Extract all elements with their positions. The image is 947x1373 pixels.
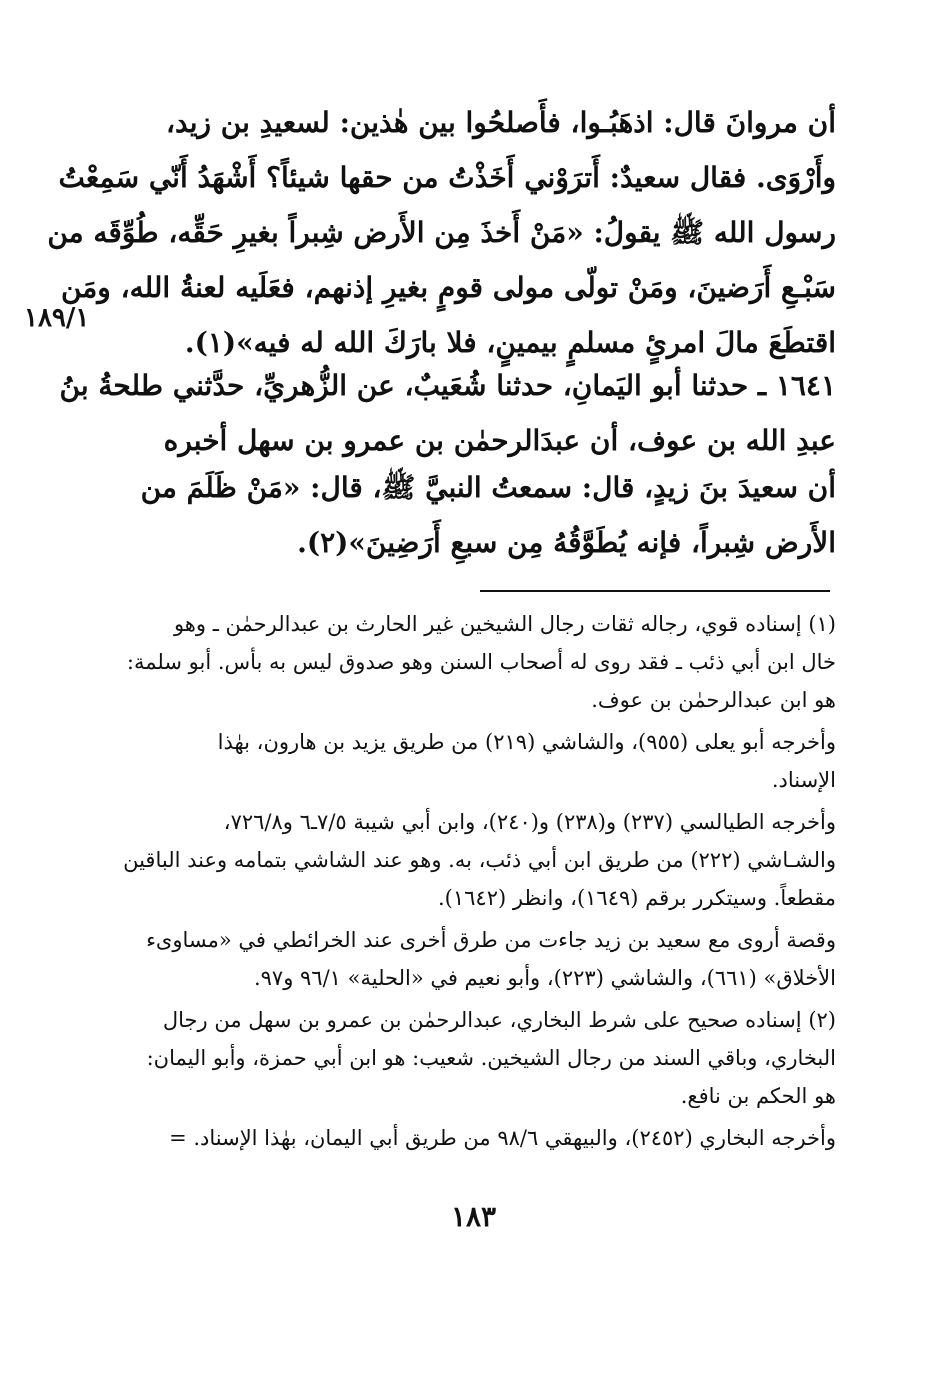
footnotes <box>123 605 836 1161</box>
text-line: الأَرض شِبراً، فإنه يُطَوَّقُهُ مِن سبعِ أَرَضِينَ»(٢). <box>297 526 836 559</box>
text-line: اقتطَعَ مالَ امرئٍ مسلمٍ بيمينٍ، فلا بارَكَ الله له فيه»(١). <box>184 326 836 359</box>
footnote-line: وأخرجه أبو يعلى (٩٥٥)، والشاشي (٢١٩) من طريق يزيد بن هارون، بهٰذا <box>217 730 836 754</box>
page-number: ١٨٣ <box>450 1200 497 1233</box>
footnote-paragraph <box>123 803 836 917</box>
footnote-line: مقطعاً. وسيتكرر برقم (١٦٤٩)، وانظر (١٦٤٢). <box>438 886 836 910</box>
text-line: رسول الله ﷺ يقولُ: «مَنْ أَخذَ مِن الأَرض شِبراً بغيرِ حَقِّه، طُوِّقَه من <box>47 216 836 249</box>
footnote-paragraph <box>128 605 836 719</box>
text-line: أن سعيدَ بنَ زيدٍ، قال: سمعتُ النبيَّ ﷺ، قال: «مَنْ ظَلَمَ من <box>140 471 836 504</box>
text-line: سَبْـعِ أَرَضينَ، ومَنْ تولّى مولى قومٍ بغيرِ إذنهم، فعَلَيه لعنةُ الله، ومَن <box>60 271 836 304</box>
hadith-isnad-paragraph <box>59 358 836 468</box>
footnote-line: وأخرجه الطيالسي (٢٣٧) و(٢٣٨) و(٢٤٠)، وابن أبي شيبة ٧/٥ـ٦ و٧٢٦/٨، <box>223 810 836 834</box>
footnote-line: (١) إسناده قوي، رجاله ثقات رجال الشيخين غير الحارث بن عبدالرحمٰن ـ وهو <box>173 612 836 636</box>
footnote-separator <box>480 590 830 592</box>
footnote-paragraph <box>128 1001 836 1115</box>
text-line: أن مروانَ قال: اذهَبُـوا، فأَصلحُوا بين هٰذين: لسعيدِ بن زيد، <box>166 106 836 139</box>
footnote-paragraph <box>128 723 836 799</box>
footnote-line: هو ابن عبدالرحمٰن بن عوف. <box>591 688 836 712</box>
footnote-paragraph <box>128 921 836 997</box>
footnote-line: الإسناد. <box>771 768 836 792</box>
footnote-line: الأخلاق» (٦٦١)، والشاشي (٢٢٣)، وأبو نعيم في «الحلية» ٩٦/١ و٩٧. <box>253 966 836 990</box>
footnote-line: وأخرجه البخاري (٢٤٥٢)، والبيهقي ٩٨/٦ من طريق أبي اليمان، بهٰذا الإسناد. = <box>169 1126 836 1150</box>
footnote-line: (٢) إسناده صحيح على شرط البخاري، عبدالرحمٰن بن عمرو بن سهل من رجال <box>162 1008 836 1032</box>
footnote-line: وقصة أروى مع سعيد بن زيد جاءت من طرق أخرى عند الخرائطي في «مساوىء <box>146 928 836 952</box>
text-line: عبدِ الله بن عوف، أن عبدَالرحمٰن بن عمرو بن سهل أخبره <box>163 424 836 457</box>
footnote-line: هو الحكم بن نافع. <box>680 1084 836 1108</box>
margin-reference: ١٨٩/١ <box>24 303 90 333</box>
footnote-line: والشـاشي (٢٢٢) من طريق ابن أبي ذئب، به. وهو عند الشاشي بتمامه وعند الباقين <box>123 848 836 872</box>
hadith-matn-paragraph <box>128 460 836 570</box>
text-line: وأَرْوَى. فقال سعيدٌ: أَترَوْني أَخَذْتُ من حقها شيئاً؟ أَشْهَدُ أَنّي سَمِعْتُ <box>58 161 836 194</box>
footnote-line: البخاري، وباقي السند من رجال الشيخين. شعيب: هو ابن أبي حمزة، وأبو اليمان: <box>146 1046 836 1070</box>
text-line: ١٦٤١ ـ حدثنا أبو اليَمانِ، حدثنا شُعَيبٌ، عن الزُّهريِّ، حدَّثني طلحةُ بنُ <box>59 369 836 402</box>
footnote-paragraph <box>128 1119 836 1157</box>
footnote-line: خال ابن أبي ذئب ـ فقد روى له أصحاب السنن وهو صدوق ليس به بأس. أبو سلمة: <box>126 650 836 674</box>
